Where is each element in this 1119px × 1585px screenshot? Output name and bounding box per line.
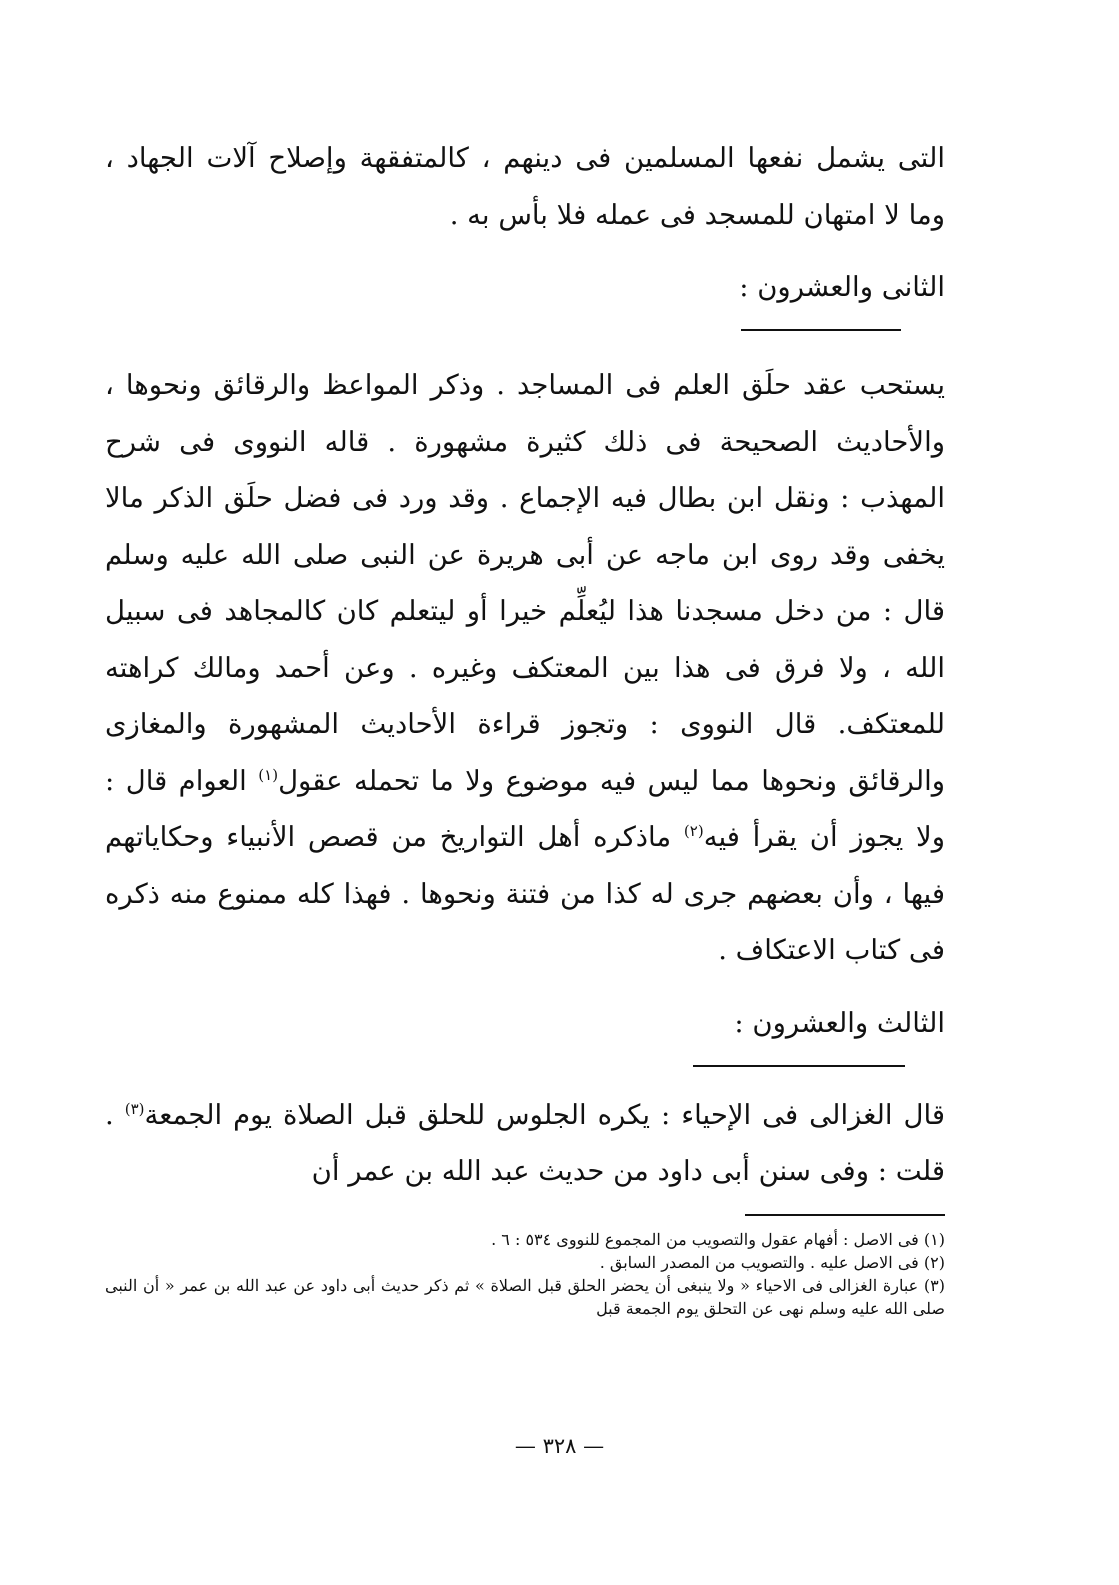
section-22-paragraph <box>105 357 945 979</box>
section-23-paragraph <box>105 1087 945 1200</box>
footnote-1: (١) فى الاصل : أفهام عقول والتصويب من المجموع للنووى ٥٣٤ : ٦ . <box>491 1229 945 1249</box>
section-22 <box>105 267 945 979</box>
footnote-ref-1: (١) <box>258 765 279 784</box>
heading-underline <box>693 1065 905 1067</box>
section-23-text-part1: قال الغزالى فى الإحياء : يكره الجلوس للحلق قبل الصلاة يوم الجمعة <box>144 1098 945 1131</box>
section-23-heading: الثالث والعشرون : <box>734 1006 945 1039</box>
section-23-text-part2: . قلت : وفى سنن أبى داود من حديث عبد الله بن عمر أن <box>105 1098 945 1187</box>
footnote-ref-3: (٣) <box>124 1099 145 1118</box>
section-22-text-part2: العوام قال : ولا يجوز أن يقرأ فيه <box>105 764 946 853</box>
section-22-heading: الثانى والعشرون : <box>739 271 945 303</box>
page-number: — ٣٢٨ — <box>514 1434 605 1458</box>
footnote-ref-2: (٢) <box>683 821 704 840</box>
section-23 <box>105 1003 945 1200</box>
footnote-separator <box>745 1214 945 1216</box>
footnote-3: (٣) عبارة الغزالى فى الاحياء « ولا ينبغى أن يحضر الحلق قبل الصلاة » ثم ذكر حديث أبى داود عن عبد الله بن عمر « أن النبى صلى الله عليه وسلم نهى عن التحلق يوم الجمعة قبل <box>105 1275 945 1318</box>
continuation-paragraph: التى يشمل نفعها المسلمين فى دينهم ، كالمتفقهة وإصلاح آلات الجهاد ، وما لا امتهان للمسجد فى عمله فلا بأس به . <box>105 142 945 231</box>
section-22-text-part3: ماذكره أهل التواريخ من قصص الأنبياء وحكاياتهم فيها ، وأن بعضهم جرى له كذا من فتنة ونحوها . فهذا كله ممنوع منه ذكره فى كتاب الاعتكاف . <box>105 821 945 966</box>
footnotes <box>105 1228 945 1320</box>
section-22-text-part1: يستحب عقد حلَق العلم فى المساجد . وذكر المواعظ والرقائق ونحوها ، والأحاديث الصحيحة فى ذلك كثيرة مشهورة . قاله النووى فى شرح المهذب : ونقل ابن بطال فيه الإجماع . وقد ورد فى فضل حلَق الذكر مالا يخفى وقد روى ابن ماجه عن أبى هريرة عن النبى صلى الله عليه وسلم قال : من دخل مسجدنا هذا ليُعلِّم خيرا أو ليتعلم كان كالمجاهد فى سبيل الله ، ولا فرق فى هذا بين المعتكف وغيره . وعن أحمد ومالك كراهته للمعتكف. قال النووى : وتجوز قراءة الأحاديث المشهورة والمغازى والرقائق ونحوها مما ليس فيه موضوع ولا ما تحمله عقول <box>105 369 945 797</box>
page-content <box>105 130 945 1320</box>
footnote-2: (٢) فى الاصل عليه . والتصويب من المصدر السابق . <box>599 1252 945 1272</box>
heading-underline <box>741 329 901 331</box>
